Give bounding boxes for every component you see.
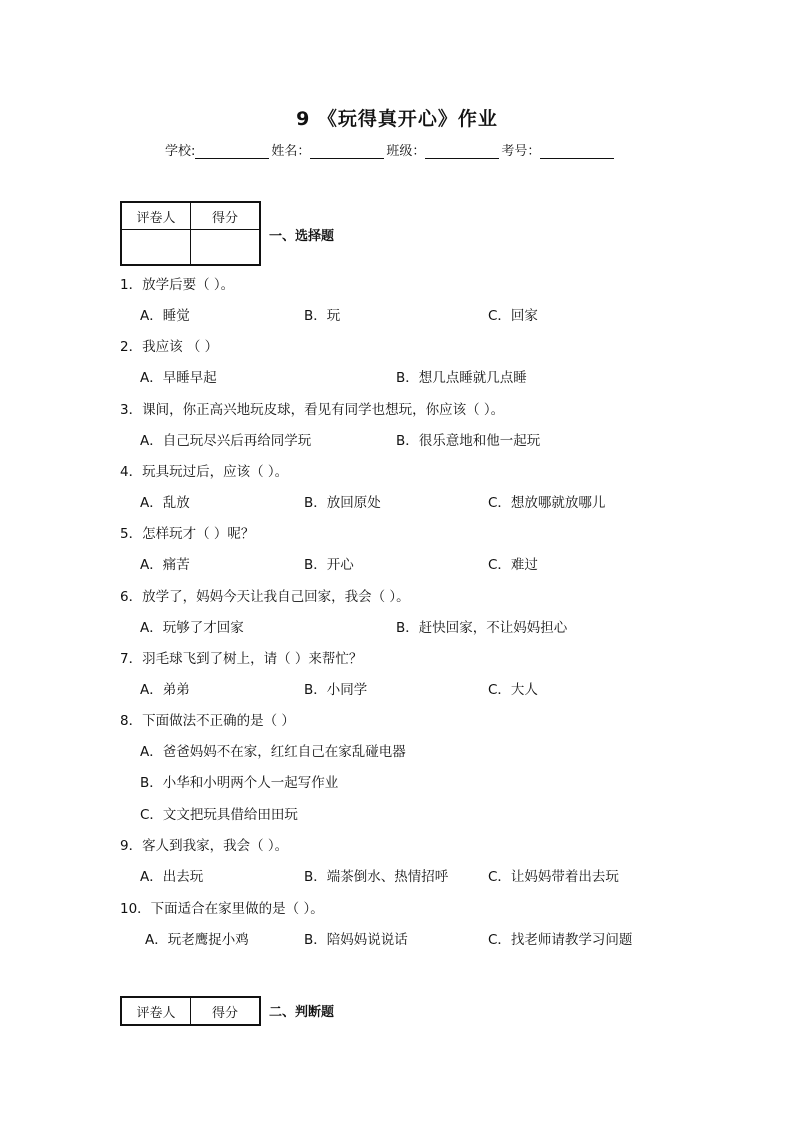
score-box-section-1: [120, 201, 261, 266]
option-b[interactable]: B．小华和小明两个人一起写作业: [140, 775, 339, 791]
question-1: 1．放学后要（ ）。: [120, 277, 235, 293]
option-a[interactable]: A．出去玩: [140, 869, 204, 885]
score-cell[interactable]: [191, 230, 261, 266]
score-box-section-2: [120, 996, 261, 1026]
option-a[interactable]: A．弟弟: [140, 682, 190, 698]
option-b[interactable]: B．玩: [304, 308, 341, 324]
question-3: 3．课间，你正高兴地玩皮球，看见有同学也想玩，你应该（ ）。: [120, 402, 505, 418]
reviewer-cell[interactable]: [121, 230, 191, 266]
option-a[interactable]: A．自己玩尽兴后再给同学玩: [140, 433, 312, 449]
question-9: 9．客人到我家，我会（ ）。: [120, 838, 289, 854]
school-field: [165, 140, 271, 159]
option-b[interactable]: B．端茶倒水、热情招呼: [304, 869, 449, 885]
name-field: [271, 140, 386, 159]
question-8: 8．下面做法不正确的是（ ）: [120, 713, 295, 729]
option-a[interactable]: A．玩老鹰捉小鸡: [145, 932, 249, 948]
reviewer-header: 评卷人: [121, 202, 191, 230]
question-2: 2．我应该 （ ）: [120, 339, 219, 355]
name-blank[interactable]: [310, 144, 384, 159]
class-field: [386, 140, 501, 159]
option-b[interactable]: B．放回原处: [304, 495, 381, 511]
question-4: 4．玩具玩过后，应该（ ）。: [120, 464, 289, 480]
question-6: 6．放学了，妈妈今天让我自己回家，我会（ ）。: [120, 589, 410, 605]
option-a[interactable]: A．痛苦: [140, 557, 190, 573]
section-title-choice: 一、选择题: [269, 229, 335, 244]
option-c[interactable]: C．让妈妈带着出去玩: [488, 869, 619, 885]
name-label: 姓名：: [271, 144, 311, 159]
option-c[interactable]: C．想放哪就放哪儿: [488, 495, 606, 511]
class-blank[interactable]: [425, 144, 499, 159]
option-c[interactable]: C．文文把玩具借给田田玩: [140, 807, 298, 823]
class-label: 班级：: [386, 144, 426, 159]
student-info-row: [165, 140, 616, 159]
exam-number-field: [501, 140, 616, 159]
option-b[interactable]: B．很乐意地和他一起玩: [396, 433, 541, 449]
score-header: 得分: [191, 202, 261, 230]
option-a[interactable]: A．爸爸妈妈不在家，红红自己在家乱碰电器: [140, 744, 406, 760]
question-5: 5．怎样玩才（ ）呢？: [120, 526, 255, 542]
option-c[interactable]: C．找老师请教学习问题: [488, 932, 633, 948]
school-label: 学校:: [165, 144, 196, 159]
option-c[interactable]: C．难过: [488, 557, 538, 573]
option-b[interactable]: B．赶快回家，不让妈妈担心: [396, 620, 568, 636]
question-7: 7．羽毛球飞到了树上，请（ ）来帮忙？: [120, 651, 363, 667]
score-header: 得分: [191, 997, 261, 1025]
exam-number-blank[interactable]: [540, 144, 614, 159]
question-10: 10．下面适合在家里做的是（ ）。: [120, 901, 324, 917]
option-c[interactable]: C．大人: [488, 682, 538, 698]
option-c[interactable]: C．回家: [488, 308, 538, 324]
option-b[interactable]: B．想几点睡就几点睡: [396, 370, 527, 386]
option-a[interactable]: A．早睡早起: [140, 370, 217, 386]
option-b[interactable]: B．小同学: [304, 682, 368, 698]
option-a[interactable]: A．乱放: [140, 495, 190, 511]
school-blank[interactable]: [195, 144, 269, 159]
exam-number-label: 考号：: [501, 144, 541, 159]
option-a[interactable]: A．玩够了才回家: [140, 620, 244, 636]
option-b[interactable]: B．开心: [304, 557, 354, 573]
option-a[interactable]: A．睡觉: [140, 308, 190, 324]
page-title: 9 《玩得真开心》作业: [296, 108, 498, 130]
reviewer-header: 评卷人: [121, 997, 191, 1025]
option-b[interactable]: B．陪妈妈说说话: [304, 932, 408, 948]
section-title-true-false: 二、判断题: [269, 1005, 335, 1020]
